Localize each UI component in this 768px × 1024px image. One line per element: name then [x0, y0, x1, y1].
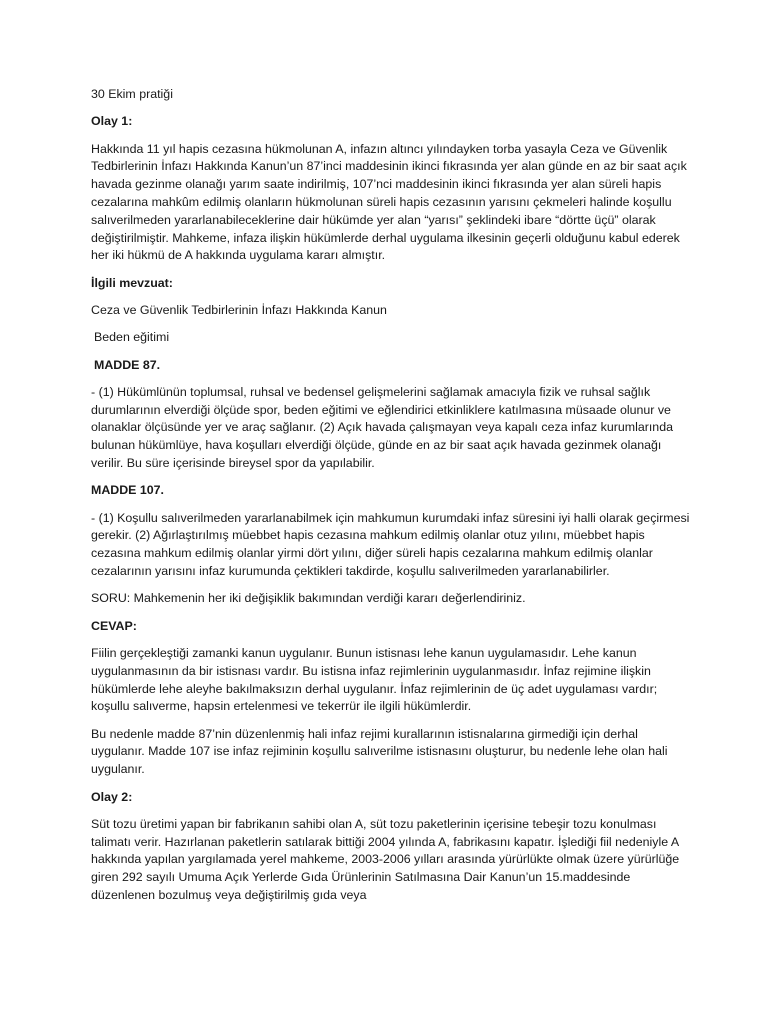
olay1-heading: Olay 1: — [91, 114, 133, 129]
law-subheading: Beden eğitimi — [94, 330, 170, 345]
soru-text: SORU: Mahkemenin her iki değişiklik bakımından verdiği kararı değerlendiriniz. — [91, 591, 526, 606]
mevzuat-heading: İlgili mevzuat: — [91, 275, 173, 290]
cevap-paragraph-2: Bu nedenle madde 87’nin düzenlenmiş hali infaz rejimi kurallarının istisnalarına girmediği için derhal uygulanır. Madde 107 ise infaz rejiminin koşullu salıverilme istisnasını oluşturur, bu nedenle lehe olan hali uygulanır. — [91, 726, 668, 777]
madde107-text: - (1) Koşullu salıverilmeden yararlanabilmek için mahkumun kurumdaki infaz süresini iyi halli olarak geçirmesi gerekir. (2) Ağırlaştırılmış müebbet hapis cezasına mahkum edilmiş olanlar otuz yılını, müebbet hapis cezasına mahkum edilmiş olanlar yirmi dört yılını, diğer süreli hapis cezalarına mahkum edilmiş olanlar cezalarının yarısını infaz kurumunda çektikleri takdirde, koşullu salıverilmeden yararlanabilirler. — [91, 510, 690, 579]
olay2-heading: Olay 2: — [91, 789, 133, 804]
law-name: Ceza ve Güvenlik Tedbirlerinin İnfazı Hakkında Kanun — [91, 302, 387, 317]
olay2-text: Süt tozu üretimi yapan bir fabrikanın sahibi olan A, süt tozu paketlerinin içerisine tebeşir tozu konulması talimatı verir. Hazırlanan paketlerin satılarak bittiği 2004 yılında A, fabrikasını kapatır. İşlediği fiil nedeniyle A hakkında yapılan yargılamada yerel mahkeme, 2003-2006 yılları arasında yürürlükte olmak üzere yürürlüğe giren 292 sayılı Umuma Açık Yerlerde Gıda Ürünlerinin Satılmasına Dair Kanun’un 15.maddesinde düzenlenen bozulmuş veya değiştirilmiş gıda veya — [91, 816, 680, 902]
madde107-title: MADDE 107. — [91, 483, 164, 498]
cevap-paragraph-1: Fiilin gerçekleştiği zamanki kanun uygulanır. Bunun istisnası lehe kanun uygulamasıdır. Lehe kanun uygulanmasının da bir istisnası vardır. Bu istisna infaz rejimlerinin uygulanmasıdır. İnfaz rejimine ilişkin hükümlerde lehe aleyhe bakılmaksızın derhal uygulanır. İnfaz rejimlerinin de üç adet uygulaması vardır; koşullu salıverme, hapsin ertelenmesi ve tekerrür ile ilgili hükümlerdir. — [91, 645, 658, 714]
cevap-heading: CEVAP: — [91, 618, 137, 633]
document-title: 30 Ekim pratiği — [91, 87, 173, 101]
madde87-title: MADDE 87. — [94, 357, 161, 372]
document-page — [91, 86, 691, 914]
olay1-text: Hakkında 11 yıl hapis cezasına hükmolunan A, infazın altıncı yılındayken torba yasayla Ceza ve Güvenlik Tedbirlerinin İnfazı Hakkında Kanun’un 87’inci maddesinin ikinci fıkrasında yer alan günde en az bir saat açık havada gezinme olanağı yarım saate indirilmiş, 107’nci maddesinin ikinci fıkrasında yer alan süreli hapis cezalarına mahkûm edilmiş olanların hükmolunan süreli hapis cezasının yarısını çekmeleri halinde koşullu salıverilmeden yararlanabileceklerine dair hükümde yer alan “yarısı” şeklindeki ibare “dörtte üçü” olarak değiştirilmiştir. Mahkeme, infaza ilişkin hükümlerde derhal uygulama ilkesinin geçerli olduğunu kabul ederek her iki hükmü de A hakkında uygulama kararı almıştır. — [91, 141, 687, 263]
madde87-text: - (1) Hükümlünün toplumsal, ruhsal ve bedensel gelişmelerini sağlamak amacıyla fizik ve ruhsal sağlık durumlarının elverdiği ölçüde spor, beden eğitimi ve eğlendirici etkinliklere katılmasına müsaade olunur ve olanaklar ölçüsünde yer ve araç sağlanır. (2) Açık havada çalışmayan veya kapalı ceza infaz kurumlarında bulunan hükümlüye, hava koşulları elverdiği ölçüde, günde en az bir saat açık havada gezinmek olanağı verilir. Bu süre içerisinde bireysel spor da yapılabilir. — [91, 384, 673, 471]
